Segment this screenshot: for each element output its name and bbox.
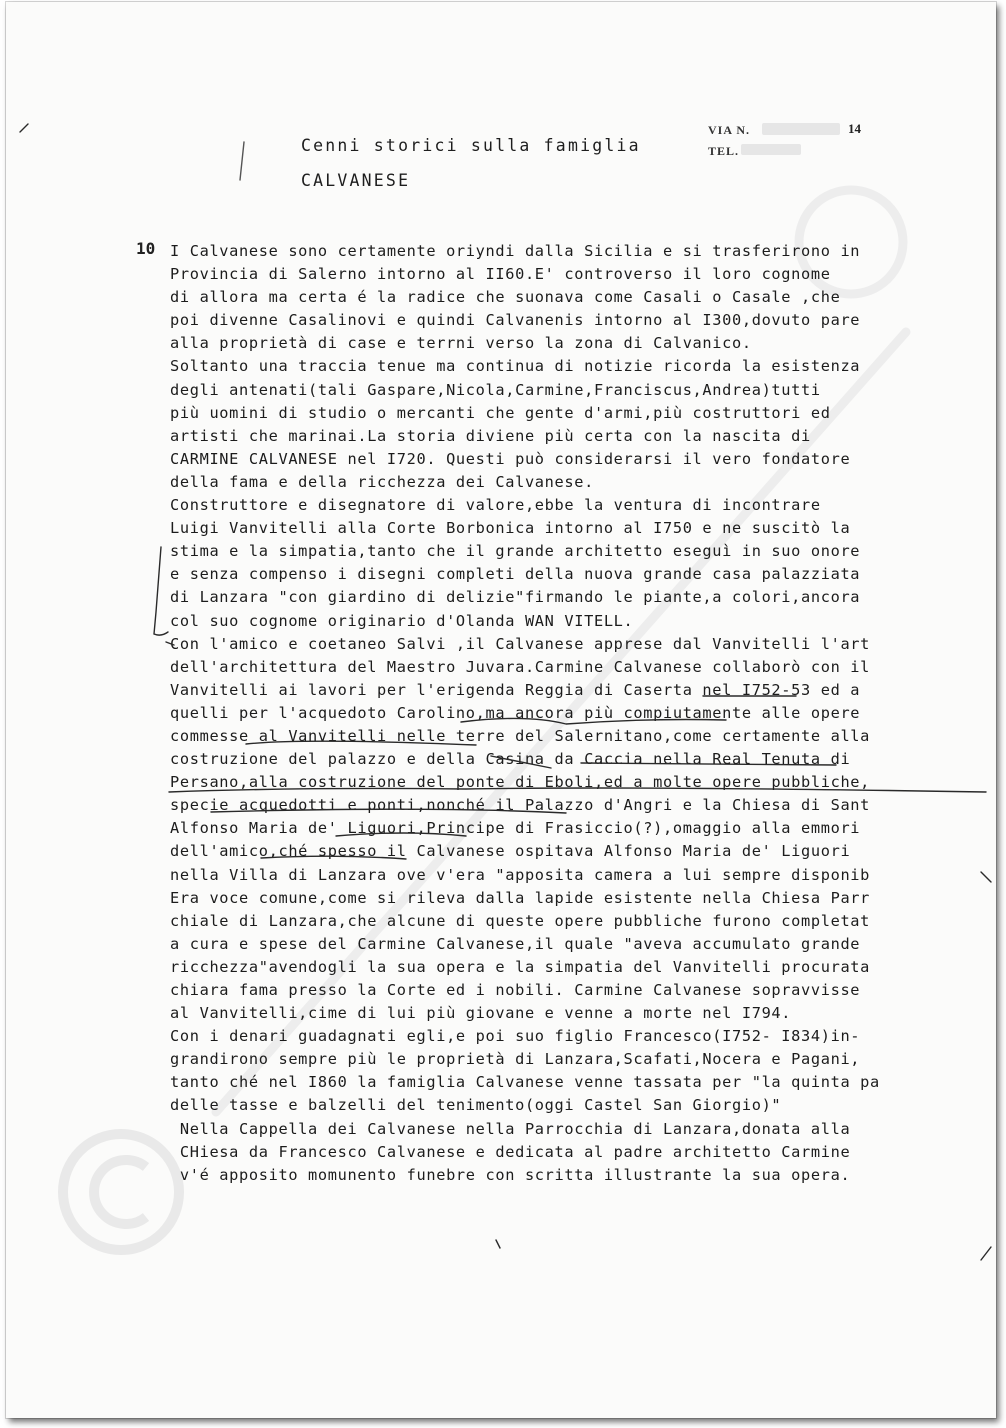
typewritten-body bbox=[170, 240, 996, 1187]
body-line: costruzione del palazzo e della Casina da Caccia nella Real Tenuta di bbox=[170, 750, 851, 769]
body-line: Con i denari guadagnati egli,e poi suo figlio Francesco(I752- I834)in- bbox=[170, 1027, 861, 1046]
body-line: ricchezza"avendogli la sua opera e la simpatia del Vanvitelli procurata bbox=[170, 957, 871, 976]
body-line: Persano,alla costruzione del ponte di Eboli,ed a molte opere pubbliche, bbox=[170, 773, 871, 792]
body-line: CARMINE CALVANESE nel I720. Questi può considerarsi il vero fondatore bbox=[170, 449, 851, 468]
body-line: di Lanzara "con giardino di delizie"firmando le piante,a colori,ancora bbox=[170, 588, 861, 607]
body-line: nella Villa di Lanzara ove v'era "apposita camera a lui sempre disponib bbox=[170, 865, 871, 884]
body-line: col suo cognome originario d'Olanda WAN VITELL. bbox=[170, 611, 634, 630]
body-line: v'é apposito momunento funebre con scritta illustrante la sua opera. bbox=[170, 1165, 851, 1184]
redacted-phone bbox=[741, 144, 801, 155]
body-line: a cura e spese del Carmine Calvanese,il quale "aveva accumulato grande bbox=[170, 934, 861, 953]
document-title: Cenni storici sulla famiglia bbox=[301, 136, 641, 155]
redacted-address bbox=[762, 123, 840, 135]
body-line: Nella Cappella dei Calvanese nella Parrocchia di Lanzara,donata alla bbox=[170, 1119, 851, 1138]
body-line: e senza compenso i disegni completi della nuova grande casa palazziata bbox=[170, 565, 861, 584]
letterhead-via-label: VIA N. bbox=[708, 123, 751, 137]
body-line: grandirono sempre più le proprietà di Lanzara,Scafati,Nocera e Pagani, bbox=[170, 1050, 861, 1069]
body-line: degli antenati(tali Gaspare,Nicola,Carmine,Franciscus,Andrea)tutti bbox=[170, 380, 821, 399]
body-line: chiara fama presso la Corte ed i nobili. Carmine Calvanese sopravvisse bbox=[170, 981, 861, 999]
body-line: Construttore e disegnatore di valore,ebbe la ventura di incontrare bbox=[170, 496, 821, 515]
body-line: della fama e della ricchezza dei Calvanese. bbox=[170, 472, 594, 491]
body-line: delle tasse e balzelli del tenimento(oggi Castel San Giorgio)" bbox=[170, 1096, 782, 1115]
body-line: Alfonso Maria de' Liguori,Principe di Frasiccio(?),omaggio alla emmori bbox=[170, 819, 861, 838]
body-line: commesse al Vanvitelli nelle terre del Salernitano,come certamente alla bbox=[170, 726, 871, 745]
page-marker: 10 bbox=[136, 239, 156, 258]
body-line: Era voce comune,come si rileva dalla lapide esistente nella Chiesa Parr bbox=[170, 888, 871, 907]
body-line: stima e la simpatia,tanto che il grande architetto eseguì in suo onore bbox=[170, 542, 861, 561]
body-line: dell'amico,ché spesso il Calvanese ospitava Alfonso Maria de' Liguori bbox=[170, 842, 851, 861]
body-line: CHiesa da Francesco Calvanese e dedicata al padre architetto Carmine bbox=[170, 1142, 851, 1161]
body-line: Soltanto una traccia tenue ma continua di notizie ricorda la esistenza bbox=[170, 357, 861, 376]
body-line: Luigi Vanvitelli alla Corte Borbonica intorno al I750 e ne suscitò la bbox=[170, 519, 851, 538]
body-line: quelli per l'acquedoto Carolino,ma ancora più compiutamente alle opere bbox=[170, 703, 861, 722]
body-line: Provincia di Salerno intorno al II60.E' controverso il loro cognome bbox=[170, 265, 831, 284]
letterhead-via-number: 14 bbox=[848, 121, 861, 136]
body-line: più uomini di studio o mercanti che gente d'armi,più costruttori ed bbox=[170, 403, 831, 422]
body-line: Con l'amico e coetaneo Salvi ,il Calvanese apprese dal Vanvitelli l'art bbox=[170, 634, 871, 653]
document-page bbox=[6, 2, 996, 1418]
body-line: al Vanvitelli,cime di lui più giovane e venne a morte nel I794. bbox=[170, 1004, 792, 1023]
body-line: I Calvanese sono certamente oriyndi dalla Sicilia e si trasferirono in bbox=[170, 242, 861, 260]
body-line: poi divenne Casalinovi e quindi Calvanenis intorno al I300,dovuto pare bbox=[170, 311, 861, 330]
body-line: tanto ché nel I860 la famiglia Calvanese venne tassata per "la quinta pa bbox=[170, 1073, 880, 1092]
body-line: di allora ma certa é la radice che suonava come Casali o Casale ,che bbox=[170, 288, 841, 307]
body-line: chiale di Lanzara,che alcune di queste opere pubbliche furono completat bbox=[170, 911, 871, 930]
body-line: alla proprietà di case e terrni verso la zona di Calvanico. bbox=[170, 334, 752, 353]
body-line: specie acquedotti e ponti,nonché il Palazzo d'Angri e la Chiesa di Sant bbox=[170, 796, 871, 815]
body-line: artisti che marinai.La storia diviene più certa con la nascita di bbox=[170, 426, 811, 445]
letterhead-tel-label: TEL. bbox=[708, 144, 740, 158]
family-name-heading: CALVANESE bbox=[301, 171, 411, 190]
body-line: dell'architettura del Maestro Juvara.Carmine Calvanese collaborò con il bbox=[170, 657, 871, 676]
body-line: Vanvitelli ai lavori per l'erigenda Reggia di Caserta nel I752-53 ed a bbox=[170, 680, 861, 699]
